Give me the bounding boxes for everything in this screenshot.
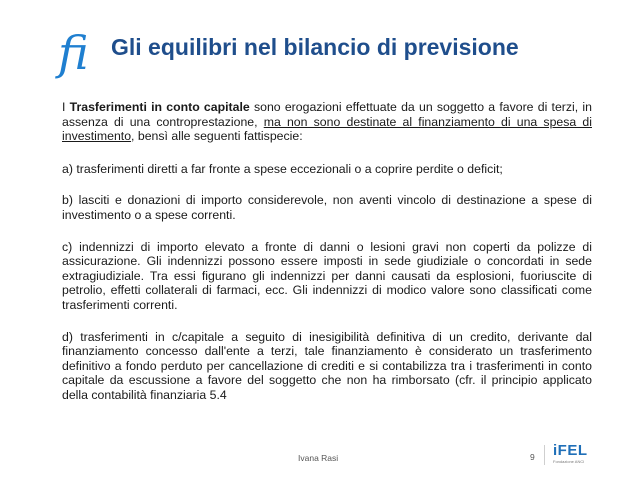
item-c: c) indennizzi di importo elevato a fronte di danni o lesioni gravi non coperti da polizze di assicurazione. Gli indennizzi possono essere imposti in sede giudiziale o concordati in sede extragiudiziale. Tra essi figurano gli indennizzi per danni causati da esplosioni, fuoriuscite di petrolio, effetti collaterali di farmaci, ecc. Gli indennizzi di modico valore sono classificati come trasferimenti correnti. xyxy=(62,239,592,312)
footer-divider xyxy=(544,445,545,465)
intro-term: Trasferimenti in conto capitale xyxy=(69,100,250,114)
intro-paragraph xyxy=(62,100,592,144)
intro-underlined: ma non sono destinate al finanziamento di una spesa di investimento xyxy=(62,114,592,144)
page-number: 9 xyxy=(530,452,535,462)
ifel-logo-subtext: Fondazione ANCI xyxy=(553,459,585,464)
intro-text-2: , bensì alle seguenti fattispecie: xyxy=(131,129,303,144)
footer-author: Ivana Rasi xyxy=(298,453,339,463)
slide-body xyxy=(62,100,592,420)
slide-title: Gli equilibri nel bilancio di previsione xyxy=(111,34,519,60)
ifel-logo-text: iFEL xyxy=(553,442,588,459)
item-b: b) lasciti e donazioni di importo considerevole, non aventi vincolo di destinazione a spese di investimento o a spese correnti. xyxy=(62,193,592,222)
ifel-fi-logo-icon: fi xyxy=(58,26,89,80)
intro-lead: I xyxy=(62,100,70,114)
item-a: a) trasferimenti diretti a far fronte a spese eccezionali o a coprire perdite o deficit; xyxy=(62,161,503,176)
item-d: d) trasferimenti in c/capitale a seguito di inesigibilità definitiva di un credito, derivante dal finanziamento concesso dall'ente a terzi, tale finanziamento è considerato un trasferimento definitivo a fondo perduto per cancellazione di crediti e si contabilizza tra i trasferimenti in conto capitale da escussione a favore del soggetto che non ha rimborsato (cfr. il principio applicato della contabilità finanziaria 5.4 xyxy=(62,329,592,402)
ifel-logo xyxy=(553,443,605,469)
intro-text-1: sono erogazioni effettuate da un soggetto a favore di terzi, in assenza di una controprestazione, xyxy=(62,100,592,129)
